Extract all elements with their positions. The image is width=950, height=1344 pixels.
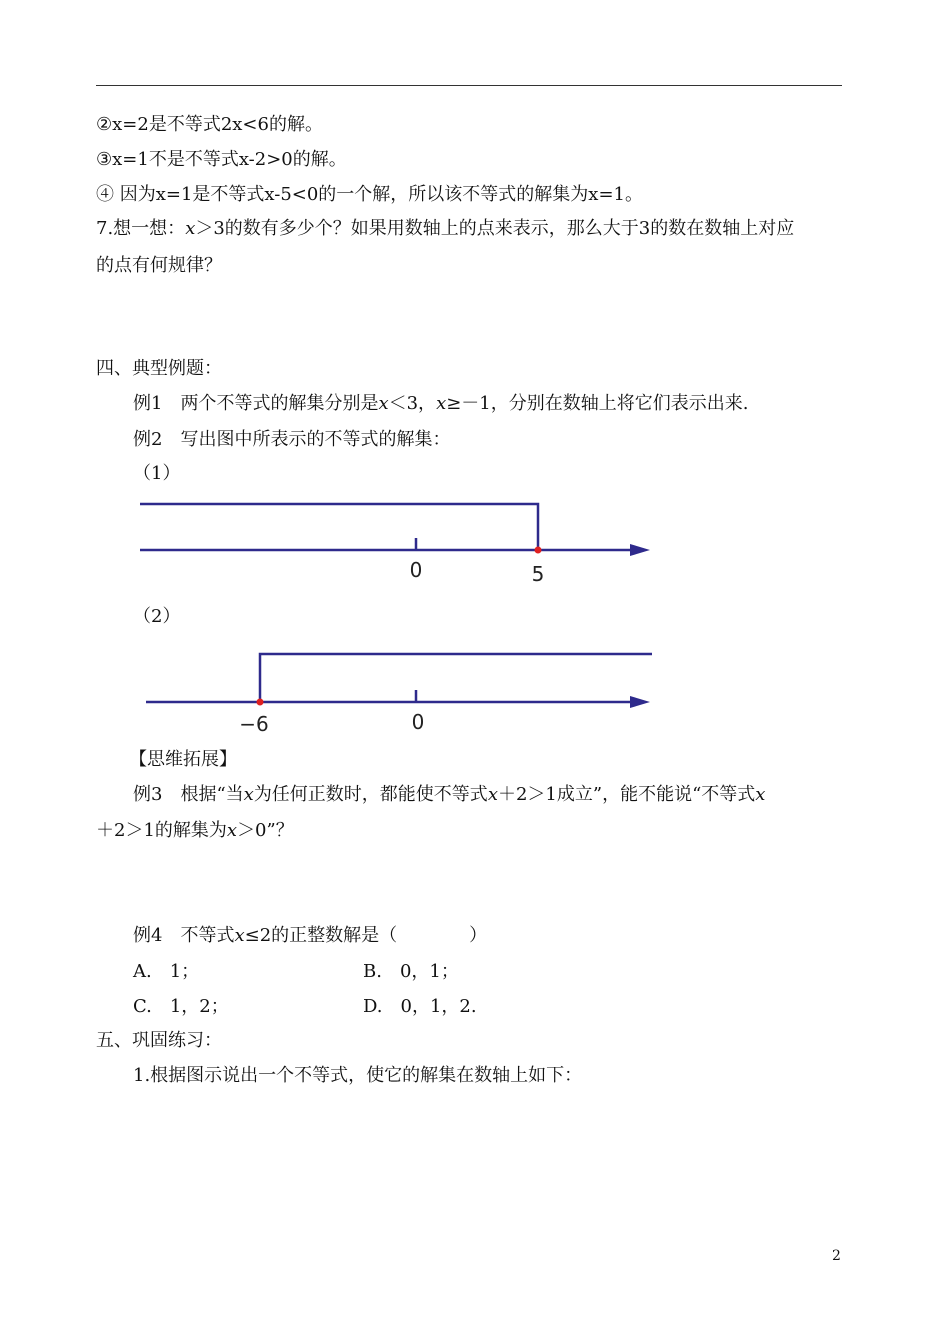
number-line-figure-2 — [130, 645, 670, 740]
example-3-cont: ＋2＞1的解集为x＞0”？ — [96, 820, 294, 841]
example-1: 例1 两个不等式的解集分别是x＜3，x≥－1，分别在数轴上将它们表示出来. — [133, 393, 749, 414]
zero-label: 0 — [409, 558, 423, 582]
question-7: 7.想一想：x＞3的数有多少个？如果用数轴上的点来表示，那么大于3的数在数轴上对应 — [96, 218, 795, 239]
option-a: A. 1； — [133, 961, 200, 982]
example-3: 例3 根据“当x为任何正数时，都能使不等式x＋2＞1成立”，能不能说“不等式x — [133, 784, 766, 805]
endpoint-dot — [535, 547, 542, 554]
zero-label: 0 — [411, 710, 425, 734]
option-b: B. 0，1； — [363, 961, 459, 982]
number-line-figure-1 — [130, 495, 670, 590]
statement-2: ②x=2是不等式2x<6的解。 — [96, 114, 323, 135]
example-4: 例4 不等式x≤2的正整数解是（ ） — [133, 925, 488, 946]
example-2: 例2 写出图中所表示的不等式的解集： — [133, 429, 451, 450]
figure-1-label: （1） — [133, 463, 181, 484]
point-label: −6 — [239, 712, 269, 736]
figure-2-label: （2） — [133, 606, 181, 627]
axis-arrow — [630, 696, 650, 708]
practice-1: 1.根据图示说出一个不等式，使它的解集在数轴上如下： — [133, 1065, 583, 1086]
solution-bracket — [260, 654, 652, 702]
thinking-extension-heading: 【思维拓展】 — [129, 749, 237, 770]
statement-4: ④ 因为x=1是不等式x-5<0的一个解，所以该不等式的解集为x=1。 — [96, 184, 643, 205]
section-5-heading: 五、巩固练习： — [96, 1030, 222, 1051]
statement-3: ③x=1不是不等式x-2>0的解。 — [96, 149, 347, 170]
point-label: 5 — [531, 562, 545, 586]
solution-bracket — [140, 504, 538, 550]
header-rule — [96, 85, 842, 86]
endpoint-dot — [257, 699, 264, 706]
axis-arrow — [630, 544, 650, 556]
page-number: 2 — [832, 1248, 841, 1264]
option-c: C. 1，2； — [133, 996, 229, 1017]
section-4-heading: 四、典型例题： — [96, 358, 222, 379]
question-7-cont: 的点有何规律？ — [96, 255, 222, 276]
option-d: D. 0，1，2. — [363, 996, 477, 1017]
